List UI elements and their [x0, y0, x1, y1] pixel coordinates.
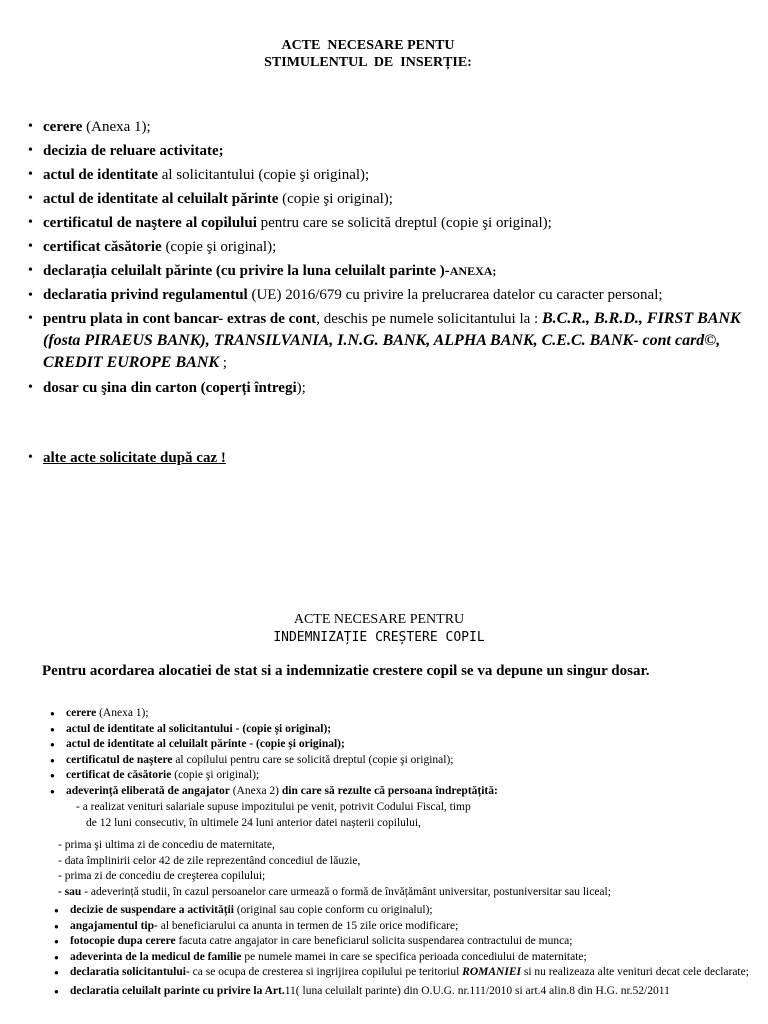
item-text: (Anexa 1);	[82, 119, 151, 135]
item-bold: declaratia solicitantului-	[70, 966, 190, 979]
section1-title-line2: STIMULENTUL DE INSERȚIE:	[264, 55, 472, 70]
item-text: al beneficiarului ca anunta in termen de 15 zile orice modificare;	[157, 919, 459, 932]
item-emphasis: ROMANIEI	[462, 966, 521, 979]
sub-item	[58, 885, 750, 901]
item-text: );	[296, 380, 306, 396]
list-item	[28, 259, 748, 283]
section2-title	[0, 611, 758, 647]
item-bold: declaratia privind regulamentul	[43, 287, 248, 303]
item-bold: actul de identitate al celuilalt părinte	[43, 191, 279, 207]
list-item	[54, 919, 754, 935]
item-bold: angajamentul tip-	[70, 919, 158, 932]
item-bold: actul de identitate al celuilalt părinte - (copie și original);	[66, 738, 345, 750]
item-underlined: alte acte solicitate după caz !	[43, 450, 226, 466]
list-item	[54, 950, 754, 966]
list-item	[54, 984, 754, 1000]
item-text: (Anexa 2)	[229, 784, 282, 797]
list-item	[28, 285, 748, 306]
list-item	[54, 903, 754, 919]
item-bold: fotocopie dupa cerere	[70, 935, 176, 948]
item-bold: cerere	[66, 707, 97, 719]
section1-title-line1: ACTE NECESARE PENTU	[281, 38, 455, 53]
list-item	[28, 308, 748, 374]
list-item	[50, 737, 750, 753]
list-item	[28, 235, 748, 259]
list-item	[28, 446, 748, 470]
item-bold: certificatul de naştere	[66, 753, 173, 766]
item-text-tail: si nu realizeaza alte venituri decat cele declarate;	[520, 966, 749, 979]
section2-intro: Pentru acordarea alocatiei de stat si a indemnizatie crestere copil se va depune un singur dosar.	[42, 663, 650, 679]
list-item	[28, 139, 748, 163]
list-item	[50, 753, 750, 769]
list-item	[50, 784, 750, 800]
item-end: ;	[219, 355, 227, 371]
sub-item: - a realizat venituri salariale supuse impozitului pe venit, potrivit Codului Fiscal, timp	[76, 801, 471, 813]
item-bold: decizie de suspendare a activității	[70, 904, 234, 916]
list-item	[54, 934, 754, 950]
item-bold: adeverință eliberată de angajator	[66, 784, 230, 797]
item-bold: certificatul de naştere al copilului	[43, 215, 257, 231]
section1-title	[0, 37, 736, 71]
item-text: al copilului pentru care se solicită dreptul (copie şi original);	[172, 753, 454, 766]
item-bold: declarația celuilalt părinte (cu privire la luna celuilalt parinte )-	[43, 263, 450, 279]
item-bold: pentru plata in cont bancar- extras de cont	[43, 311, 317, 327]
item-text: , deschis pe numele solicitantului la :	[316, 311, 542, 327]
list-item	[28, 187, 748, 211]
item-bold: decizia de reluare activitate;	[43, 143, 224, 159]
item-bold: certificat căsătorie	[43, 239, 162, 255]
item-bold: cerere	[43, 119, 83, 135]
item-bold: certificat de căsătorie	[66, 769, 172, 781]
item-text: pe numele mamei in care se specifica perioada concediului de maternitate;	[241, 950, 587, 963]
item-text: facuta catre angajator in care beneficiarul solicita suspendarea contractului de munca;	[175, 935, 573, 948]
sau-label: - sau	[58, 885, 82, 898]
list-item	[50, 706, 750, 722]
sub-item: - prima zi de concediu de creşterea copilului;	[58, 870, 266, 882]
section2-list-continued	[54, 903, 754, 1000]
item-text: (Anexa 1);	[96, 707, 149, 719]
section2-list	[50, 706, 750, 799]
sub-item: - prima şi ultima zi de concediu de maternitate,	[58, 839, 275, 851]
item-bold: actul de identitate al solicitantului - (copie și original);	[66, 722, 332, 735]
item-text: 11( luna celuilalt parinte) din O.U.G. nr.111/2010 si art.4 alin.8 din H.G. nr.52/2011	[284, 984, 670, 997]
list-item	[54, 965, 754, 981]
section1-list	[28, 115, 748, 470]
bank-list: B.C.R., B.R.D., FIRST BANK (fosta PIRAEUS BANK), TRANSILVANIA, I.N.G. BANK, ALPHA BANK, C.E.C. BANK- cont card©, CREDIT EUROPE BANK	[43, 310, 741, 371]
item-tail: ANEXA;	[449, 264, 497, 278]
list-item	[28, 163, 748, 187]
item-text: (copie şi original);	[278, 191, 393, 207]
section2-title-line2: INDEMNIZAȚIE CREȘTERE COPIL	[273, 630, 485, 645]
item-bold: dosar cu şina din carton (coperți întregi	[43, 380, 297, 396]
item-bold: actul de identitate	[43, 167, 158, 183]
sub-item: de 12 luni consecutiv, în ultimele 24 luni anterior datei nașterii copilului,	[86, 816, 421, 829]
section2-title-line1: ACTE NECESARE PENTRU	[293, 612, 465, 627]
item-text: (UE) 2016/679 cu privire la prelucrarea datelor cu caracter personal;	[247, 287, 663, 303]
item-bold: adeverinta de la medicul de familie	[70, 950, 242, 963]
list-item	[50, 722, 750, 738]
list-item	[28, 376, 748, 400]
item-text: (copie şi original);	[171, 769, 260, 781]
list-item	[50, 768, 750, 784]
section2-subitems	[50, 800, 750, 900]
item-text: al solicitantului (copie şi original);	[157, 167, 370, 183]
list-item	[28, 115, 748, 139]
sub-item: - data împlinirii celor 42 de zile reprezentând concediul de lăuzie,	[58, 854, 361, 867]
item-bold-tail: din care să rezulte că persoana îndreptățită:	[281, 784, 498, 797]
list-item	[28, 211, 748, 235]
item-text: (original sau copie conform cu originalul);	[233, 904, 433, 916]
item-bold: declaratia celuilalt parinte cu privire la Art.	[70, 984, 285, 997]
item-text: (copie şi original);	[161, 239, 277, 255]
item-text: ca se ocupa de cresterea si ingrijirea copilului pe teritoriul	[189, 966, 463, 979]
item-text: pentru care se solicită dreptul (copie şi original);	[256, 215, 552, 231]
sau-text: - adeverință studii, în cazul persoanelor care urmează o formă de învățământ universitar, postuniversitar sau liceal;	[81, 885, 611, 898]
